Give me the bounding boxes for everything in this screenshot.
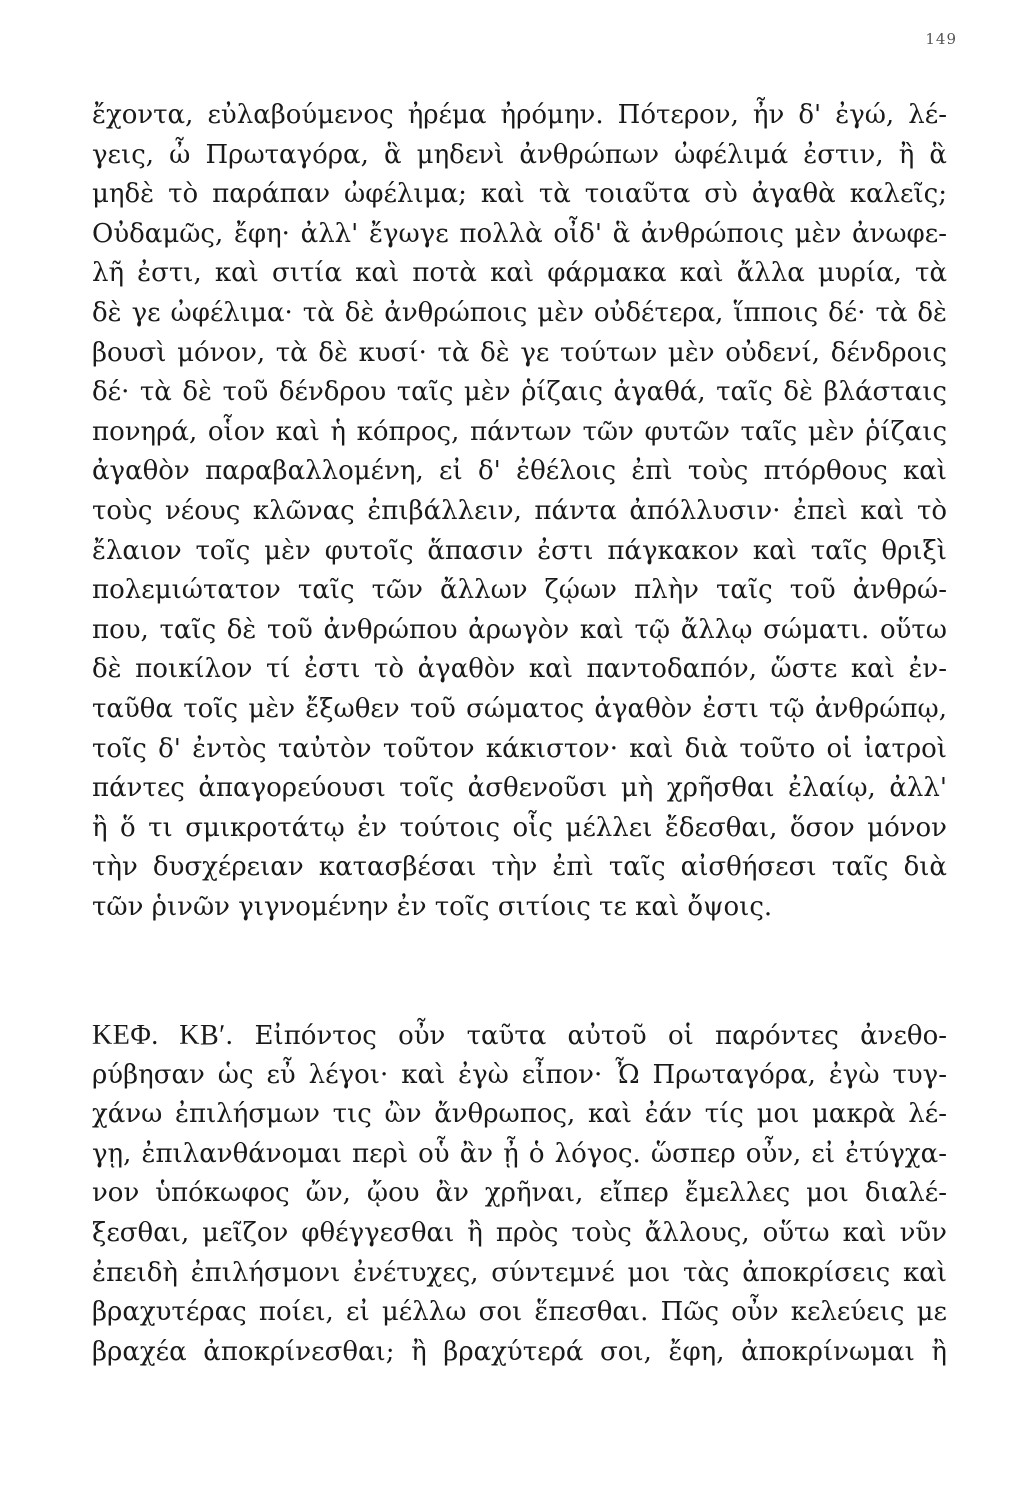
text-line: γῃ, ἐπιλανθάνομαι περὶ οὗ ἂν ᾖ ὁ λόγος. ὥσπερ οὖν, εἰ ἐτύγχα- [92, 1138, 947, 1169]
text-line: Οὐδαμῶς, ἔφη· ἀλλ' ἔγωγε πολλὰ οἶδ' ἃ ἀνθρώποις μὲν ἀνωφε- [92, 218, 947, 249]
text-line: ἀγαθὸν παραβαλλομένη, εἰ δ' ἐθέλοις ἐπὶ τοὺς πτόρθους καὶ [92, 456, 947, 487]
text-line: ἢ ὅ τι σμικροτάτῳ ἐν τούτοις οἷς μέλλει ἔδεσθαι, ὅσον μόνον [92, 812, 947, 843]
text-line: ἔλαιον τοῖς μὲν φυτοῖς ἅπασιν ἐστι πάγκακον καὶ ταῖς θριξὶ [92, 535, 947, 566]
text-line: πάντες ἀπαγορεύουσι τοῖς ἀσθενοῦσι μὴ χρῆσθαι ἐλαίῳ, ἀλλ' [92, 773, 947, 804]
chapter-first-line: Εἰπόντος οὖν ταῦτα αὐτοῦ οἱ παρόντες ἀνεθο- [254, 1021, 948, 1051]
text-line: τῶν ῥινῶν γιγνομένην ἐν τοῖς σιτίοις τε καὶ ὄψοις. [92, 891, 773, 922]
text-line: βραχέα ἀποκρίνεσθαι; ἢ βραχύτερά σοι, ἔφη, ἀποκρίνωμαι ἢ [92, 1336, 947, 1367]
chapter-heading: ΚΕΦ. ΚΒʹ. [92, 1020, 234, 1051]
text-line: ἐπειδὴ ἐπιλήσμονι ἐνέτυχες, σύντεμνέ μοι τὰς ἀποκρίσεις καὶ [92, 1257, 947, 1288]
page-number: 149 [925, 30, 957, 48]
passage-1 [92, 96, 947, 927]
text-line: βραχυτέρας ποίει, εἰ μέλλω σοι ἕπεσθαι. Πῶς οὖν κελεύεις με [92, 1297, 947, 1328]
text-line: πολεμιώτατον ταῖς τῶν ἄλλων ζῴων πλὴν ταῖς τοῦ ἀνθρώ- [92, 575, 947, 606]
text-line: δὲ ποικίλον τί ἐστι τὸ ἀγαθὸν καὶ παντοδαπόν, ὥστε καὶ ἐν- [92, 654, 947, 685]
text-line: νον ὑπόκωφος ὤν, ᾤου ἂν χρῆναι, εἴπερ ἔμελλες μοι διαλέ- [92, 1178, 947, 1209]
text-line: που, ταῖς δὲ τοῦ ἀνθρώπου ἀρωγὸν καὶ τῷ ἄλλῳ σώματι. οὕτω [92, 614, 947, 645]
text-line: βουσὶ μόνον, τὰ δὲ κυσί· τὰ δὲ γε τούτων μὲν οὐδενί, δένδροις [92, 337, 947, 368]
text-line: λῆ ἐστι, καὶ σιτία καὶ ποτὰ καὶ φάρμακα καὶ ἄλλα μυρία, τὰ [92, 258, 947, 289]
text-line: δέ· τὰ δὲ τοῦ δένδρου ταῖς μὲν ῥίζαις ἀγαθά, ταῖς δὲ βλάσταις [92, 377, 947, 408]
text-line: ἔχοντα, εὐλαβούμενος ἠρέμα ἠρόμην. Πότερον, ἦν δ' ἐγώ, λέ- [92, 100, 947, 130]
text-line: χάνω ἐπιλήσμων τις ὢν ἄνθρωπος, καὶ ἐάν τίς μοι μακρὰ λέ- [92, 1099, 947, 1130]
text-line [92, 1016, 947, 1056]
text-line: γεις, ὦ Πρωταγόρα, ἃ μηδενὶ ἀνθρώπων ὠφέλιμά ἐστιν, ἢ ἃ [92, 139, 947, 170]
text-line: ταῦθα τοῖς μὲν ἔξωθεν τοῦ σώματος ἀγαθὸν ἐστι τῷ ἀνθρώπῳ, [92, 693, 947, 724]
text-line: ξεσθαι, μεῖζον φθέγγεσθαι ἢ πρὸς τοὺς ἄλλους, οὕτω καὶ νῦν [92, 1217, 947, 1248]
text-line: τοῖς δ' ἐντὸς ταὐτὸν τοῦτον κάκιστον· καὶ διὰ τοῦτο οἱ ἰατροὶ [92, 733, 947, 764]
text-line: μηδὲ τὸ παράπαν ὠφέλιμα; καὶ τὰ τοιαῦτα σὺ ἀγαθὰ καλεῖς; [92, 179, 947, 210]
text-line: ρύβησαν ὡς εὖ λέγοι· καὶ ἐγὼ εἶπον· Ὦ Πρωταγόρα, ἐγὼ τυγ- [92, 1059, 947, 1090]
text-line: πονηρά, οἷον καὶ ἡ κόπρος, πάντων τῶν φυτῶν ταῖς μὲν ῥίζαις [92, 416, 947, 447]
text-line: δὲ γε ὠφέλιμα· τὰ δὲ ἀνθρώποις μὲν οὐδέτερα, ἵπποις δέ· τὰ δὲ [92, 297, 947, 328]
text-line: τὴν δυσχέρειαν κατασβέσαι τὴν ἐπὶ ταῖς αἰσθήσεσι ταῖς διὰ [92, 852, 947, 883]
passage-2 [92, 1016, 947, 1372]
text-line: τοὺς νέους κλῶνας ἐπιβάλλειν, πάντα ἀπόλλυσιν· ἐπεὶ καὶ τὸ [92, 495, 947, 526]
